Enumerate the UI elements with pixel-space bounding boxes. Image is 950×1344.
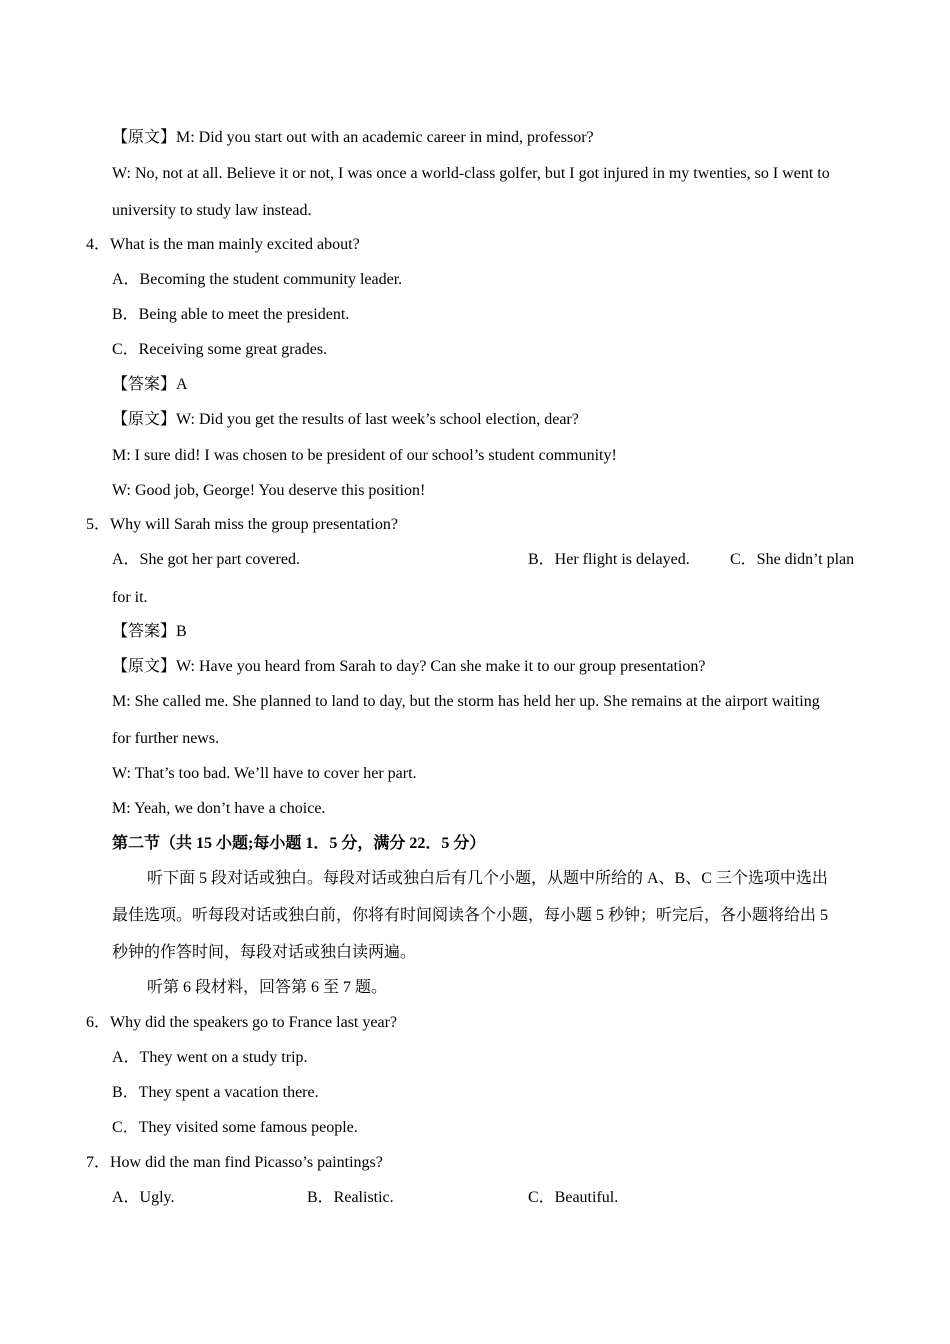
transcript-line: W: That’s too bad. We’ll have to cover her part. (112, 765, 417, 782)
transcript-line: W: Good job, George! You deserve this position! (112, 482, 426, 499)
transcript-line: for further news. (112, 730, 220, 747)
transcript-line: W: No, not at all. Believe it or not, I was once a world-class golfer, but I got injured in my twenties, so I went to (112, 165, 830, 182)
transcript-line: 【原文】W: Did you get the results of last week’s school election, dear? (112, 411, 579, 428)
options-row (0, 550, 950, 570)
option-c: C．Beautiful. (528, 1189, 619, 1206)
option-a: A．Ugly. (112, 1189, 175, 1206)
instruction-line: 听下面 5 段对话或独白。每段对话或独白后有几个小题，从题中所给的 A、B、C 三个选项中选出 (147, 870, 828, 887)
instruction-line: 最佳选项。听每段对话或独白前，你将有时间阅读各个小题，每小题 5 秒钟；听完后，各小题将给出 5 (112, 907, 829, 924)
transcript-line: 【原文】W: Have you heard from Sarah to day? Can she make it to our group presentation? (112, 658, 706, 675)
option-c: C．Receiving some great grades. (112, 341, 328, 358)
transcript-line: M: She called me. She planned to land to day, but the storm has held her up. She remains at the airport waiting (112, 693, 820, 710)
question-4: 4．What is the man mainly excited about? (86, 236, 360, 253)
option-c-continuation: for it. (112, 589, 148, 606)
option-a: A．She got her part covered. (112, 551, 300, 568)
options-row (0, 1188, 950, 1208)
section-heading: 第二节（共 15 小题;每小题 1．5 分，满分 22．5 分） (112, 835, 486, 852)
instruction-line: 听第 6 段材料，回答第 6 至 7 题。 (147, 979, 388, 996)
option-b: B．Being able to meet the president. (112, 306, 350, 323)
option-a: A．Becoming the student community leader. (112, 271, 403, 288)
transcript-line: M: I sure did! I was chosen to be president of our school’s student community! (112, 447, 617, 464)
option-c: C．They visited some famous people. (112, 1119, 358, 1136)
answer: 【答案】B (112, 623, 187, 640)
option-a: A．They went on a study trip. (112, 1049, 308, 1066)
option-b: B．They spent a vacation there. (112, 1084, 319, 1101)
question-7: 7．How did the man find Picasso’s paintings? (86, 1154, 383, 1171)
transcript-line: 【原文】M: Did you start out with an academic career in mind, professor? (112, 129, 594, 146)
option-c: C．She didn’t plan (730, 551, 855, 568)
transcript-line: university to study law instead. (112, 202, 312, 219)
question-5: 5．Why will Sarah miss the group presentation? (86, 516, 398, 533)
option-b: B．Realistic. (307, 1189, 394, 1206)
question-6: 6．Why did the speakers go to France last year? (86, 1014, 398, 1031)
option-b: B．Her flight is delayed. (528, 551, 690, 568)
instruction-line: 秒钟的作答时间，每段对话或独白读两遍。 (112, 944, 417, 961)
transcript-line: M: Yeah, we don’t have a choice. (112, 800, 326, 817)
answer: 【答案】A (112, 376, 188, 393)
